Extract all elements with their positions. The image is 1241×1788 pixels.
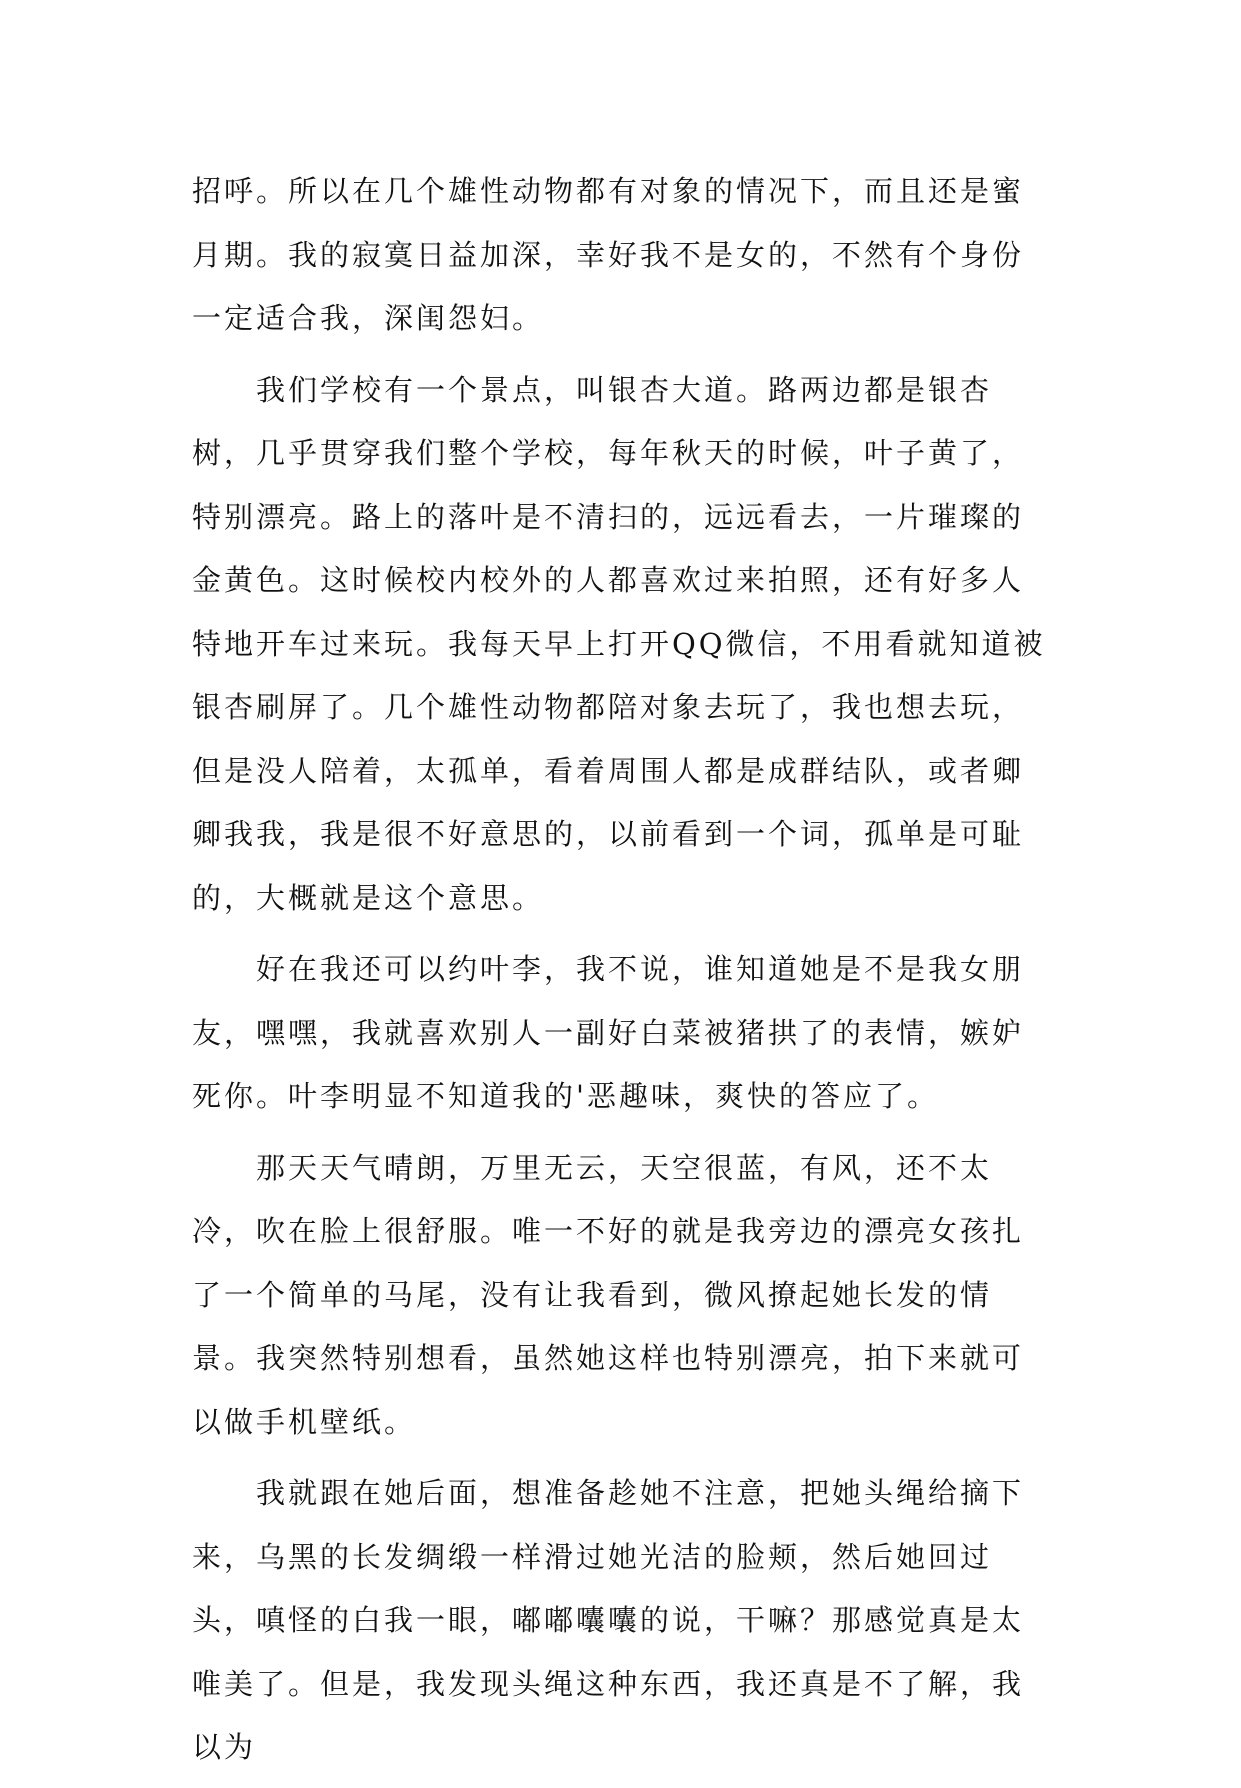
- paragraph-2: 我们学校有一个景点，叫银杏大道。路两边都是银杏树，几乎贯穿我们整个学校，每年秋天的时候，叶子黄了，特别漂亮。路上的落叶是不清扫的，远远看去，一片璀璨的金黄色。这时候校内校外的人都喜欢过来拍照，还有好多人特地开车过来玩。我每天早上打开QQ微信，不用看就知道被银杏刷屏了。几个雄性动物都陪对象去玩了，我也想去玩，但是没人陪着，太孤单，看着周围人都是成群结队，或者卿卿我我，我是很不好意思的，以前看到一个词，孤单是可耻的，大概就是这个意思。: [192, 372, 1046, 915]
- paragraph-4: 那天天气晴朗，万里无云，天空很蓝，有风，还不太冷，吹在脸上很舒服。唯一不好的就是我旁边的漂亮女孩扎了一个简单的马尾，没有让我看到，微风撩起她长发的情景。我突然特别想看，虽然她这样也特别漂亮，拍下来就可以做手机壁纸。: [192, 1150, 1025, 1439]
- paragraph-3: 好在我还可以约叶李，我不说，谁知道她是不是我女朋友，嘿嘿，我就喜欢别人一副好白菜被猪拱了的表情，嫉妒死你。叶李明显不知道我的'恶趣味，爽快的答应了。: [192, 952, 1025, 1113]
- paragraph-1: 招呼。所以在几个雄性动物都有对象的情况下，而且还是蜜月期。我的寂寞日益加深，幸好我不是女的，不然有个身份一定适合我，深闺怨妇。: [192, 174, 1025, 335]
- paragraph-5: 我就跟在她后面，想准备趁她不注意，把她头绳给摘下来，乌黑的长发绸缎一样滑过她光洁的脸颊，然后她回过头，嗔怪的白我一眼，嘟嘟囔囔的说，干嘛？那感觉真是太唯美了。但是，我发现头绳这种东西，我还真是不了解，我以为: [192, 1476, 1025, 1764]
- document-body: [192, 160, 1048, 1788]
